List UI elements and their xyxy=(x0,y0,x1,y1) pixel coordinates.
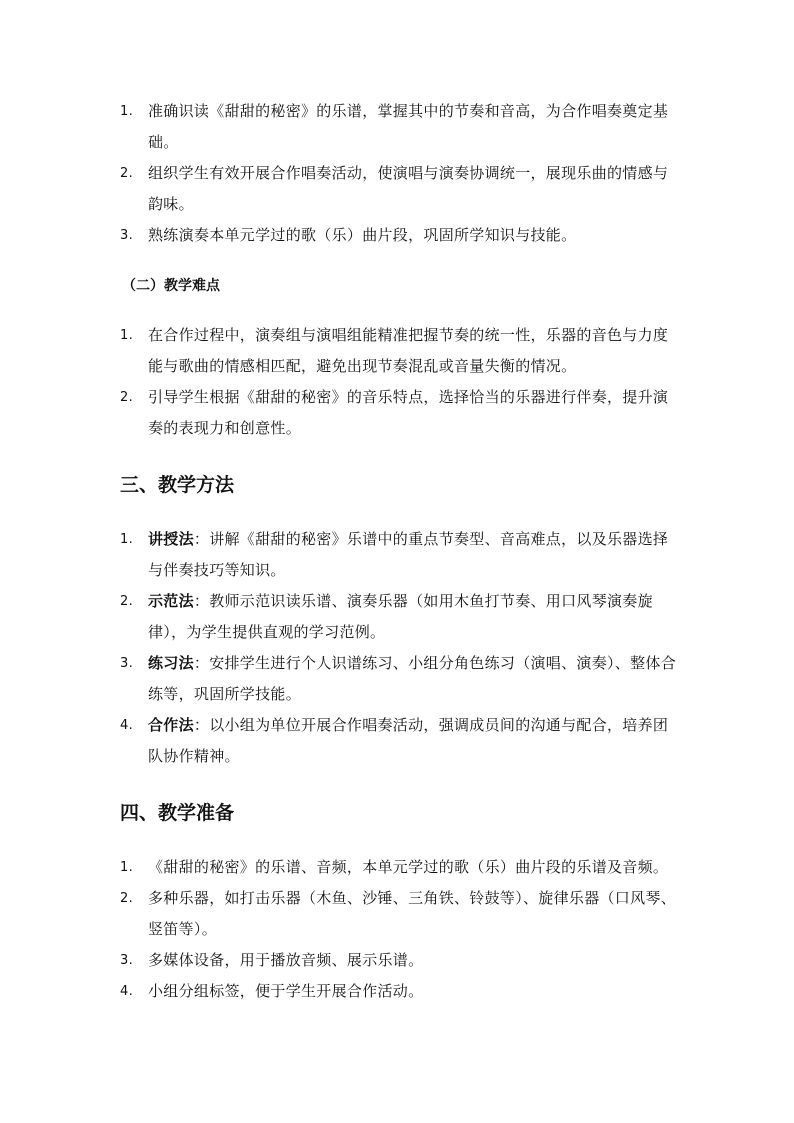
list-item xyxy=(120,220,680,251)
list-text: 多种乐器，如打击乐器（木鱼、沙锤、三角铁、铃鼓等）、旋律乐器（口风琴、竖笛等）。 xyxy=(148,889,677,938)
list-item xyxy=(120,158,680,220)
list-number: 2. xyxy=(120,390,134,405)
list-text: 准确识读《甜甜的秘密》的乐谱，掌握其中的节奏和音高，为合作唱奏奠定基础。 xyxy=(148,102,669,151)
list-item xyxy=(120,883,680,945)
list-item xyxy=(120,945,680,976)
list-item xyxy=(120,382,680,444)
list-item xyxy=(120,586,680,648)
list-text: 引导学生根据《甜甜的秘密》的音乐特点，选择恰当的乐器进行伴奏，提升演奏的表现力和创意性。 xyxy=(148,388,669,437)
list-number: 1. xyxy=(120,328,134,343)
list-number: 3. xyxy=(120,953,134,968)
list-text: 多媒体设备，用于播放音频、展示乐谱。 xyxy=(148,951,424,969)
list-number: 4. xyxy=(120,984,134,999)
list-text: 组织学生有效开展合作唱奏活动，使演唱与演奏协调统一，展现乐曲的情感与韵味。 xyxy=(148,164,669,213)
list-item xyxy=(120,852,680,883)
method-term: 合作法 xyxy=(148,716,194,734)
list-text: ：以小组为单位开展合作唱奏活动，强调成员间的沟通与配合，培养团队协作精神。 xyxy=(148,716,669,765)
list-text: 在合作过程中，演奏组与演唱组能精准把握节奏的统一性，乐器的音色与力度能与歌曲的情感相匹配，避免出现节奏混乱或音量失衡的情况。 xyxy=(148,326,669,375)
list-number: 1. xyxy=(120,104,134,119)
method-term: 示范法 xyxy=(148,592,194,610)
method-term: 讲授法 xyxy=(148,530,194,548)
list-text: 熟练演奏本单元学过的歌（乐）曲片段，巩固所学知识与技能。 xyxy=(148,226,577,244)
list-number: 1. xyxy=(120,860,134,875)
list-item xyxy=(120,96,680,158)
list-number: 3. xyxy=(120,228,134,243)
list-item xyxy=(120,710,680,772)
preparation-heading: 四、教学准备 xyxy=(120,802,235,824)
list-item xyxy=(120,648,680,710)
list-item xyxy=(120,976,680,1007)
list-text: ：讲解《甜甜的秘密》乐谱中的重点节奏型、音高难点，以及乐器选择与伴奏技巧等知识。 xyxy=(148,530,669,579)
list-number: 3. xyxy=(120,656,134,671)
list-text: 《甜甜的秘密》的乐谱、音频，本单元学过的歌（乐）曲片段的乐谱及音频。 xyxy=(148,858,669,876)
list-number: 1. xyxy=(120,532,134,547)
teaching-methods-list xyxy=(120,524,680,772)
list-text: ：安排学生进行个人识谱练习、小组分角色练习（演唱、演奏）、整体合练等，巩固所学技能。 xyxy=(148,654,677,703)
teaching-preparation-list xyxy=(120,852,680,1007)
list-text: 小组分组标签，便于学生开展合作活动。 xyxy=(148,982,424,1000)
difficulty-heading: （二）教学难点 xyxy=(122,278,220,294)
method-term: 练习法 xyxy=(148,654,194,672)
list-item xyxy=(120,320,680,382)
list-number: 2. xyxy=(120,594,134,609)
list-item xyxy=(120,524,680,586)
methods-heading: 三、教学方法 xyxy=(120,474,235,496)
list-number: 2. xyxy=(120,166,134,181)
teaching-difficulty-list xyxy=(120,320,680,444)
list-number: 2. xyxy=(120,891,134,906)
teaching-focus-list xyxy=(120,96,680,251)
list-text: ：教师示范识读乐谱、演奏乐器（如用木鱼打节奏、用口风琴演奏旋律），为学生提供直观的学习范例。 xyxy=(148,592,653,641)
list-number: 4. xyxy=(120,718,134,733)
